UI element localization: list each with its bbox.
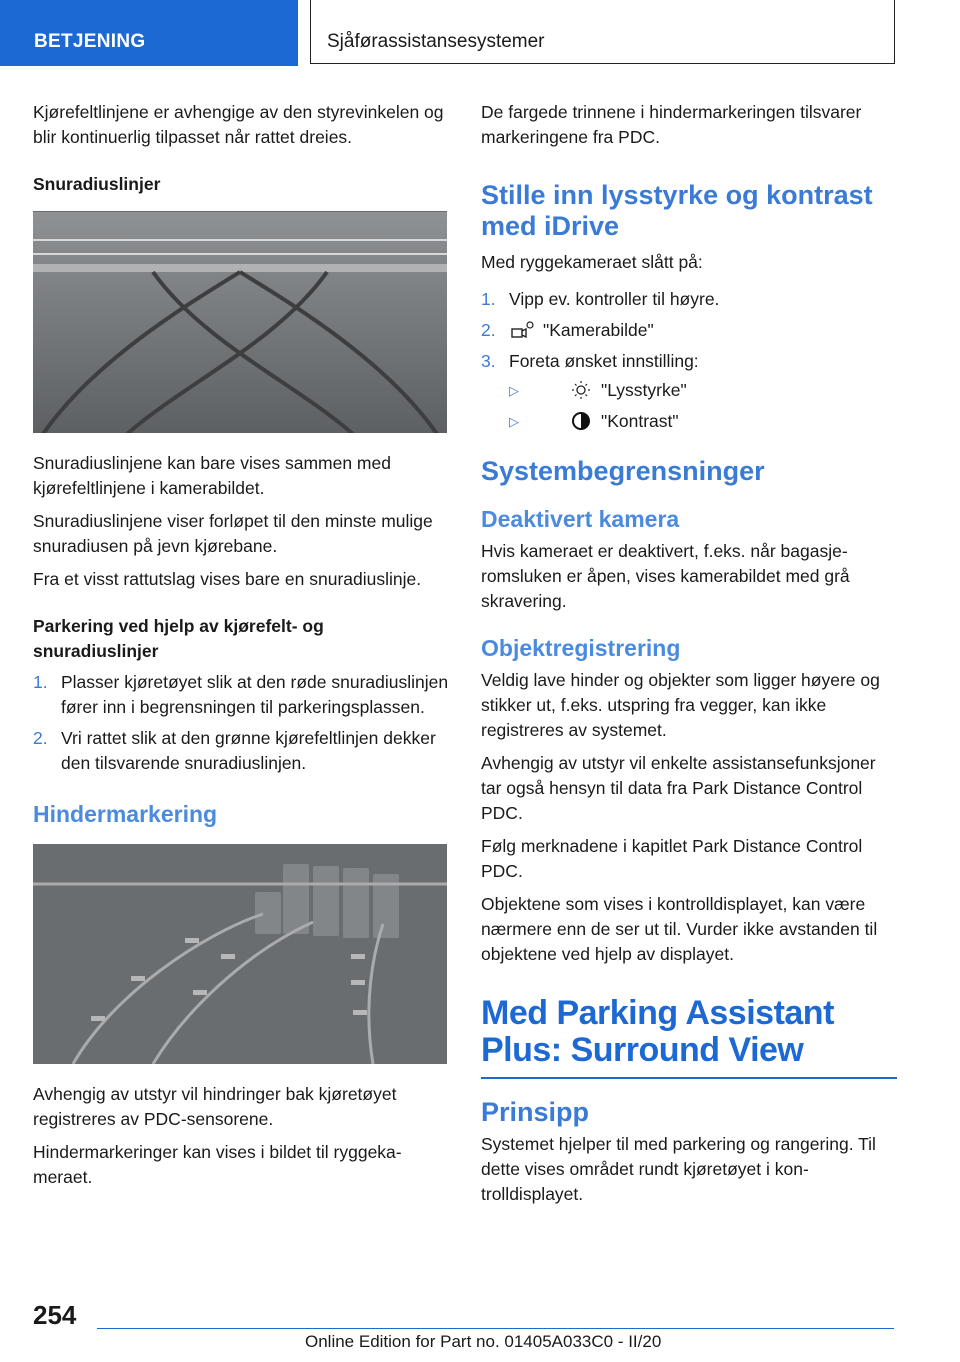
turning-para-2: Snuradiuslinjene viser forløpet til den minste mulige snuradiusen på jevn kjørebane.	[33, 511, 433, 556]
objects-para-1: Veldig lave hinder og objekter som ligger høyere og stikker ut, f.eks. utspring fra vegger, kan ikke registreres av systemet.	[481, 670, 880, 740]
deactivated-camera-para: Hvis kameraet er deaktivert, f.eks. når bagasjeromsluken er åpen, vises kamerabildet med grå skravering.	[481, 541, 850, 611]
brightness-steps	[481, 287, 897, 434]
brightness-lead: Med ryggekameraet slått på:	[481, 252, 703, 272]
parking-heading: Parkering ved hjelp av kjørefelt- og snuradiuslinjer	[33, 616, 324, 661]
footer-divider	[97, 1328, 894, 1329]
page-header	[0, 0, 960, 66]
contrast-option: ▷ "Kontrast"	[509, 411, 679, 431]
objects-para-4: Objektene som vises i kontrolldisplayet, kan være nærmere enn de ser ut til. Vurder ikke avstanden til objektene ved hjelp av displayet.	[481, 894, 878, 964]
surround-view-heading: Med Parking Assistant Plus: Surround View	[481, 995, 897, 1079]
brightness-heading: Stille inn lysstyrke og kontrast med iDrive	[481, 180, 873, 241]
turning-para-3: Fra et visst rattutslag vises bare en snuradiuslinje.	[33, 569, 422, 589]
lane-lines-intro: Kjørefeltlinjene er avhengige av den styrevinkelen og blir kontinuerlig tilpasset når rattet dreies.	[33, 102, 444, 147]
brightness-step: 1. Vipp ev. kontroller til høyre.	[481, 289, 720, 309]
camera-settings-icon	[509, 320, 537, 340]
turning-radius-heading: Snuradiuslinjer	[33, 174, 161, 194]
principle-heading: Prinsipp	[481, 1097, 590, 1127]
page-number: 254	[33, 1300, 77, 1330]
parking-step: 1. Plasser kjøretøyet slik at den røde snuradiuslinjen fører inn i begrensningen til parkeringsplassen.	[33, 672, 449, 717]
deactivated-camera-heading: Deaktivert kamera	[481, 506, 680, 532]
chapter-title: Sjåførassistansesystemer	[310, 0, 895, 64]
objects-para-2: Avhengig av utstyr vil enkelte assistansefunksjoner tar også hensyn til data fra Park Distance Control PDC.	[481, 753, 876, 823]
left-column	[33, 100, 449, 1198]
brightness-step: 3. Foreta ønsket innstilling: ▷ "Lysstyrke" ▷ "Kontrast"	[481, 349, 897, 434]
obstacle-para-2: Hindermarkeringer kan vises i bildet til ryggekameraet.	[33, 1142, 402, 1187]
sun-icon	[567, 380, 595, 400]
right-column	[481, 100, 897, 1215]
turning-radius-lines-figure	[33, 211, 447, 433]
obstacle-heading: Hindermarkering	[33, 801, 218, 827]
obstacle-colors-intro: De fargede trinnene i hindermarkeringen tilsvarer markeringene fra PDC.	[481, 102, 862, 147]
brightness-step: 2. "Kamerabilde"	[481, 320, 654, 340]
section-tab: BETJENING	[0, 0, 298, 66]
setting-options	[509, 378, 897, 434]
limits-heading: Systembegrensninger	[481, 456, 765, 486]
obstacle-marking-figure	[33, 844, 447, 1064]
obstacle-para-1: Avhengig av utstyr vil hindringer bak kjøretøyet registreres av PDC-sensorene.	[33, 1084, 397, 1129]
brightness-option: ▷ "Lysstyrke"	[509, 380, 687, 400]
parking-step: 2. Vri rattet slik at den grønne kjørefeltlinjen dekker den tilsvarende snuradiuslinjen.	[33, 728, 436, 773]
objects-para-3: Følg merknadene i kapitlet Park Distance Control PDC.	[481, 836, 863, 881]
object-detection-heading: Objektregistrering	[481, 635, 681, 661]
turning-para-1: Snuradiuslinjene kan bare vises sammen med kjørefeltlinjene i kamerabildet.	[33, 453, 391, 498]
parking-steps	[33, 670, 449, 776]
principle-para: Systemet hjelper til med parkering og rangering. Til dette vises området rundt kjøretøyet i kontrolldisplayet.	[481, 1134, 876, 1204]
contrast-icon	[567, 411, 595, 431]
edition-note: Online Edition for Part no. 01405A033C0 - II/20	[305, 1332, 662, 1351]
